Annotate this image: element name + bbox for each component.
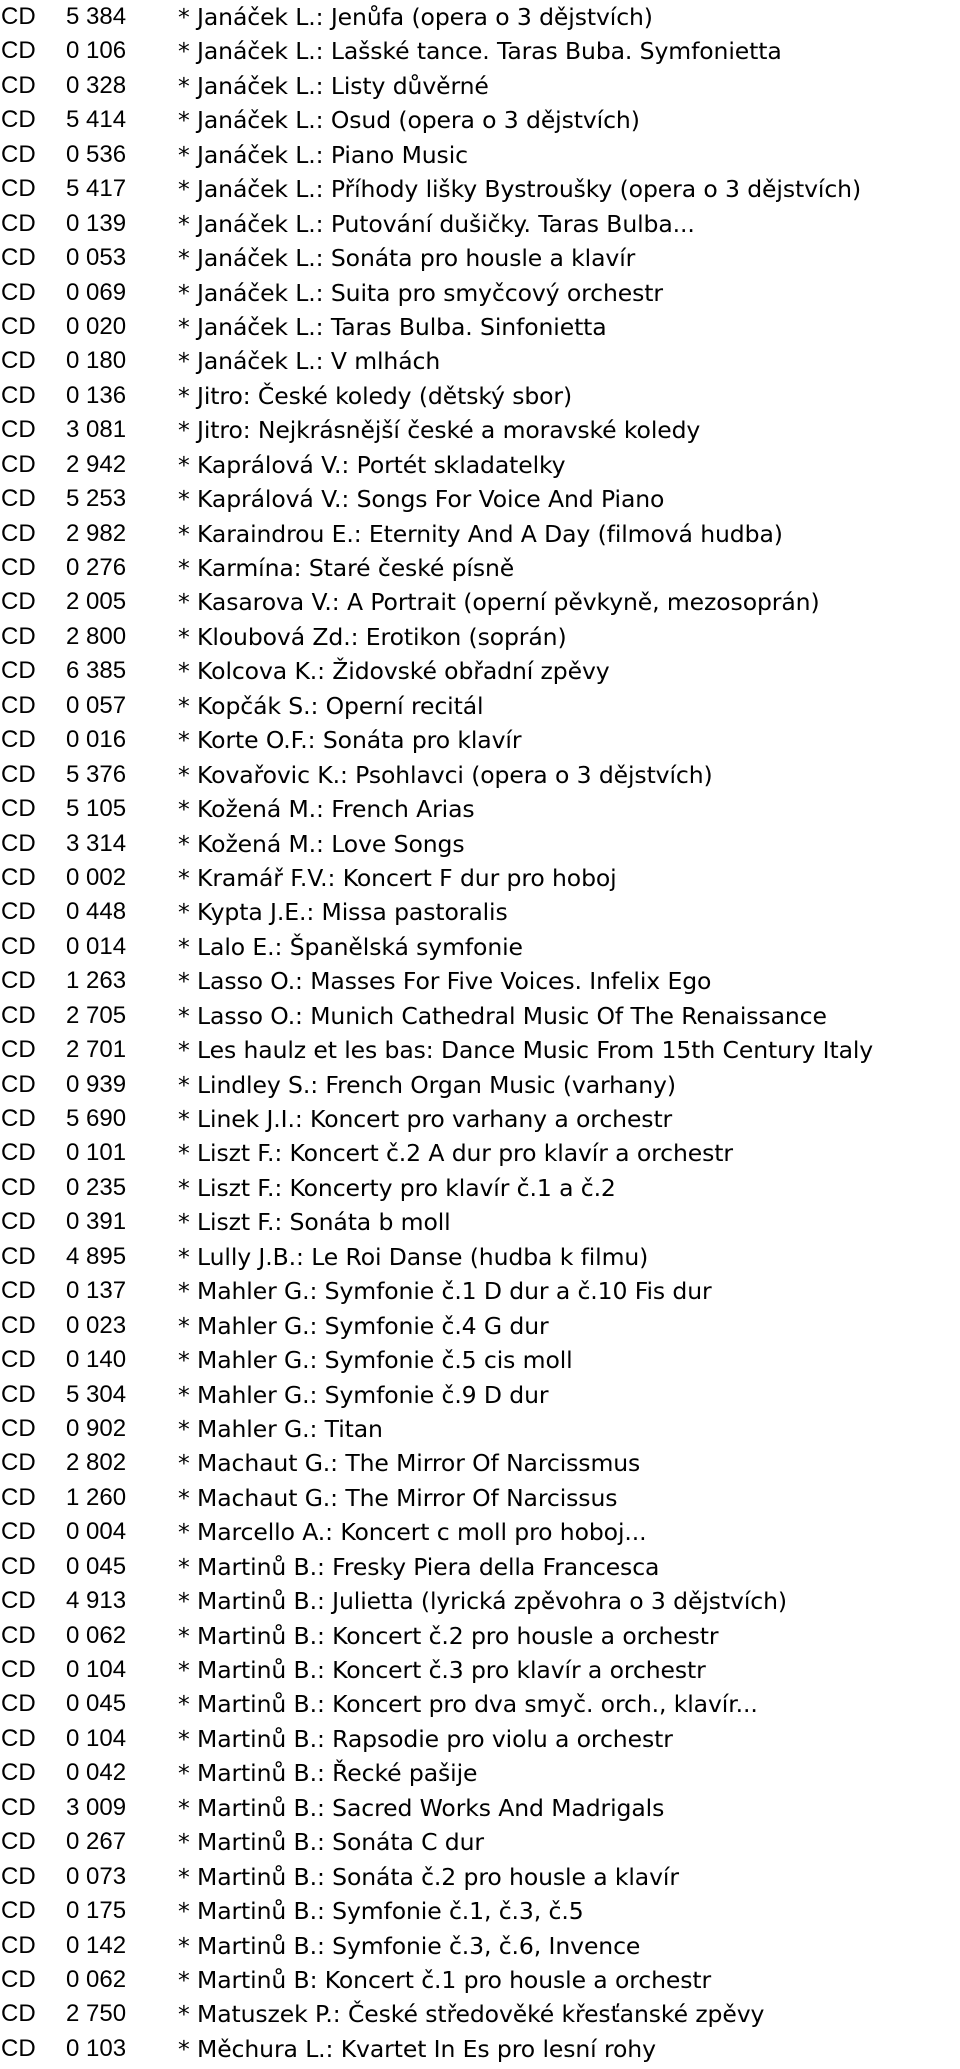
list-item [0, 103, 960, 137]
list-item [0, 1894, 960, 1928]
item-title: * Janáček L.: Jenůfa (opera o 3 dějstvích) [178, 3, 653, 31]
list-item [0, 1515, 960, 1549]
catalog-number: 0 020 [66, 312, 127, 340]
format-label: CD [1, 588, 36, 616]
catalog-number: 0 939 [66, 1070, 127, 1098]
format-label: CD [1, 312, 36, 340]
catalog-number: 4 895 [66, 1242, 127, 1270]
format-label: CD [1, 898, 36, 926]
format-label: CD [1, 932, 36, 960]
item-title: * Jitro: České koledy (dětský sbor) [178, 381, 573, 410]
list-item [0, 964, 960, 998]
catalog-number: 0 062 [66, 1965, 127, 1993]
item-title: * Liszt F.: Koncert č.2 A dur pro klavír a orchestr [178, 1139, 733, 1168]
format-label: CD [1, 1346, 36, 1374]
list-item [0, 999, 960, 1033]
list-item [0, 517, 960, 551]
format-label: CD [1, 1242, 36, 1270]
catalog-number: 0 902 [66, 1414, 127, 1442]
format-label: CD [1, 691, 36, 719]
format-label: CD [1, 760, 36, 788]
list-item [0, 1687, 960, 1721]
list-item [0, 654, 960, 688]
list-item [0, 1481, 960, 1515]
catalog-number: 5 384 [66, 3, 127, 30]
item-title: * Mahler G.: Symfonie č.1 D dur a č.10 Fis dur [178, 1277, 712, 1306]
item-title: * Kramář F.V.: Koncert F dur pro hoboj [178, 863, 617, 892]
item-title: * Janáček L.: Putování dušičky. Taras Bulba... [178, 209, 695, 238]
format-label: CD [1, 106, 36, 134]
list-item [0, 758, 960, 792]
format-label: CD [1, 1036, 36, 1064]
format-label: CD [1, 1793, 36, 1821]
item-title: * Mahler G.: Symfonie č.4 G dur [178, 1311, 549, 1340]
format-label: CD [1, 1070, 36, 1098]
list-item [0, 69, 960, 103]
catalog-number: 1 263 [66, 967, 127, 995]
item-title: * Janáček L.: Příhody lišky Bystroušky (opera o 3 dějstvích) [178, 175, 862, 204]
format-label: CD [1, 829, 36, 857]
format-label: CD [1, 967, 36, 995]
item-title: * Kolcova K.: Židovské obřadní zpěvy [178, 657, 610, 686]
item-title: * Janáček L.: V mlhách [178, 347, 441, 376]
format-label: CD [1, 347, 36, 375]
catalog-number: 6 385 [66, 657, 127, 685]
format-label: CD [1, 37, 36, 65]
list-item [0, 1756, 960, 1790]
catalog-number: 2 701 [66, 1036, 127, 1064]
catalog-number: 0 104 [66, 1656, 127, 1683]
item-title: * Martinů B.: Sonáta C dur [178, 1828, 484, 1857]
catalog-number: 3 009 [66, 1793, 127, 1821]
list-item [0, 310, 960, 344]
list-item [0, 1653, 960, 1687]
format-label: CD [1, 726, 36, 754]
catalog-number: 0 140 [66, 1346, 127, 1374]
catalog-number: 0 042 [66, 1759, 127, 1787]
catalog-number: 0 045 [66, 1690, 127, 1718]
list-item [0, 1584, 960, 1618]
format-label: CD [1, 1656, 36, 1683]
list-item [0, 1791, 960, 1825]
list-item [0, 1171, 960, 1205]
item-title: * Kopčák S.: Operní recitál [178, 691, 484, 720]
list-item [0, 172, 960, 206]
format-label: CD [1, 1518, 36, 1546]
format-label: CD [1, 416, 36, 444]
format-label: CD [1, 278, 36, 306]
format-label: CD [1, 1587, 36, 1615]
list-item [0, 2032, 960, 2066]
catalog-number: 3 081 [66, 416, 127, 444]
format-label: CD [1, 1724, 36, 1752]
catalog-number: 0 014 [66, 932, 127, 960]
catalog-number: 0 391 [66, 1208, 127, 1236]
catalog-number: 0 057 [66, 691, 127, 719]
item-title: * Machaut G.: The Mirror Of Narcissmus [178, 1449, 641, 1478]
item-title: * Machaut G.: The Mirror Of Narcissus [178, 1483, 618, 1512]
format-label: CD [1, 2000, 36, 2028]
list-item [0, 1343, 960, 1377]
item-title: * Lully J.B.: Le Roi Danse (hudba k filmu) [178, 1242, 649, 1271]
catalog-number: 0 106 [66, 37, 127, 65]
item-title: * Janáček L.: Sonáta pro housle a klavír [178, 244, 636, 273]
item-title: * Lasso O.: Munich Cathedral Music Of The Renaissance [178, 1001, 827, 1030]
item-title: * Martinů B.: Koncert č.3 pro klavír a orchestr [178, 1656, 706, 1684]
format-label: CD [1, 863, 36, 891]
item-title: * Martinů B.: Symfonie č.3, č.6, Invence [178, 1931, 641, 1960]
list-item [0, 1068, 960, 1102]
item-title: * Liszt F.: Sonáta b moll [178, 1208, 451, 1237]
item-title: * Lalo E.: Španělská symfonie [178, 932, 523, 961]
item-title: * Kloubová Zd.: Erotikon (soprán) [178, 622, 567, 651]
item-title: * Linek J.I.: Koncert pro varhany a orchestr [178, 1105, 673, 1133]
format-label: CD [1, 1759, 36, 1787]
format-label: CD [1, 1621, 36, 1649]
item-title: * Kaprálová V.: Portét skladatelky [178, 450, 566, 479]
list-item [0, 1102, 960, 1136]
list-item [0, 1309, 960, 1343]
catalog-number: 0 045 [66, 1552, 127, 1580]
list-item [0, 1550, 960, 1584]
format-label: CD [1, 1001, 36, 1029]
list-item [0, 1446, 960, 1480]
catalog-number: 0 137 [66, 1277, 127, 1305]
format-label: CD [1, 2034, 36, 2062]
format-label: CD [1, 519, 36, 547]
item-title: * Mahler G.: Symfonie č.9 D dur [178, 1380, 549, 1409]
format-label: CD [1, 1690, 36, 1718]
catalog-number: 2 802 [66, 1449, 127, 1477]
list-item [0, 138, 960, 172]
item-title: * Liszt F.: Koncerty pro klavír č.1 a č.2 [178, 1173, 616, 1202]
format-label: CD [1, 175, 36, 203]
catalog-number: 0 142 [66, 1931, 127, 1959]
list-item [0, 1963, 960, 1997]
format-label: CD [1, 657, 36, 685]
catalog-number: 4 913 [66, 1587, 127, 1615]
format-label: CD [1, 1897, 36, 1925]
item-title: * Janáček L.: Osud (opera o 3 dějstvích) [178, 106, 640, 135]
catalog-number: 1 260 [66, 1483, 127, 1511]
catalog-number: 5 414 [66, 106, 127, 134]
catalog-number: 0 139 [66, 209, 127, 237]
catalog-number: 0 073 [66, 1862, 127, 1890]
list-item [0, 413, 960, 447]
catalog-number: 2 942 [66, 450, 127, 478]
format-label: CD [1, 795, 36, 823]
catalog-number: 0 016 [66, 726, 127, 754]
list-item [0, 1033, 960, 1067]
format-label: CD [1, 1277, 36, 1305]
item-title: * Janáček L.: Lašské tance. Taras Buba. Symfonietta [178, 37, 782, 66]
catalog-number: 0 023 [66, 1311, 127, 1339]
item-title: * Kypta J.E.: Missa pastoralis [178, 898, 508, 927]
item-title: * Martinů B.: Sonáta č.2 pro housle a klavír [178, 1862, 679, 1891]
format-label: CD [1, 1449, 36, 1477]
list-item [0, 1619, 960, 1653]
format-label: CD [1, 1828, 36, 1856]
item-title: * Martinů B: Koncert č.1 pro housle a orchestr [178, 1965, 712, 1994]
format-label: CD [1, 554, 36, 581]
list-item [0, 34, 960, 68]
catalog-number: 0 069 [66, 278, 127, 306]
list-item [0, 448, 960, 482]
item-title: * Martinů B.: Sacred Works And Madrigals [178, 1793, 665, 1822]
format-label: CD [1, 1139, 36, 1167]
format-label: CD [1, 622, 36, 650]
list-item [0, 276, 960, 310]
item-title: * Kožená M.: Love Songs [178, 829, 465, 858]
item-title: * Les haulz et les bas: Dance Music From 15th Century Italy [178, 1036, 874, 1065]
item-title: * Martinů B.: Koncert pro dva smyč. orch., klavír... [178, 1690, 758, 1719]
list-item [0, 1205, 960, 1239]
list-item [0, 1860, 960, 1894]
list-item [0, 1378, 960, 1412]
catalog-number: 0 448 [66, 898, 127, 926]
item-title: * Martinů B.: Fresky Piera della Francesca [178, 1552, 660, 1581]
list-item [0, 1825, 960, 1859]
catalog-number: 2 982 [66, 519, 127, 547]
list-item [0, 241, 960, 275]
catalog-number: 0 002 [66, 863, 127, 891]
catalog-number: 0 536 [66, 140, 127, 168]
format-label: CD [1, 381, 36, 409]
catalog-number: 0 267 [66, 1828, 127, 1856]
item-title: * Janáček L.: Suita pro smyčcový orchestr [178, 278, 663, 307]
format-label: CD [1, 1208, 36, 1236]
catalog-number: 2 705 [66, 1001, 127, 1029]
list-item [0, 1929, 960, 1963]
list-item [0, 1997, 960, 2031]
item-title: * Martinů B.: Julietta (lyrická zpěvohra o 3 dějstvích) [178, 1587, 787, 1616]
format-label: CD [1, 1931, 36, 1959]
catalog-number: 0 104 [66, 1724, 127, 1752]
format-label: CD [1, 244, 36, 272]
catalog-number: 3 314 [66, 829, 127, 857]
catalog-number: 2 800 [66, 622, 127, 650]
list-item [0, 1136, 960, 1170]
format-label: CD [1, 485, 36, 513]
catalog-number: 2 750 [66, 2000, 127, 2028]
item-title: * Janáček L.: Piano Music [178, 140, 468, 169]
item-title: * Kaprálová V.: Songs For Voice And Piano [178, 485, 665, 514]
catalog-number: 2 005 [66, 588, 127, 616]
format-label: CD [1, 209, 36, 237]
catalog-number: 0 276 [66, 554, 127, 581]
item-title: * Marcello A.: Koncert c moll pro hoboj... [178, 1518, 647, 1547]
format-label: CD [1, 450, 36, 478]
format-label: CD [1, 1414, 36, 1442]
format-label: CD [1, 1105, 36, 1132]
format-label: CD [1, 3, 36, 30]
item-title: * Kožená M.: French Arias [178, 795, 475, 824]
list-item [0, 1412, 960, 1446]
item-title: * Karaindrou E.: Eternity And A Day (filmová hudba) [178, 519, 783, 548]
format-label: CD [1, 1483, 36, 1511]
item-title: * Mahler G.: Titan [178, 1414, 383, 1443]
list-item [0, 482, 960, 516]
list-item [0, 207, 960, 241]
list-item [0, 930, 960, 964]
catalog-number: 0 103 [66, 2034, 127, 2062]
format-label: CD [1, 1311, 36, 1339]
list-item [0, 827, 960, 861]
format-label: CD [1, 1965, 36, 1993]
catalog-number: 0 175 [66, 1897, 127, 1925]
item-title: * Martinů B.: Řecké pašije [178, 1759, 478, 1788]
format-label: CD [1, 1862, 36, 1890]
format-label: CD [1, 140, 36, 168]
list-item [0, 792, 960, 826]
item-title: * Korte O.F.: Sonáta pro klavír [178, 726, 522, 755]
format-label: CD [1, 71, 36, 99]
catalog-number: 0 062 [66, 1621, 127, 1649]
list-item [0, 0, 960, 34]
item-title: * Martinů B.: Koncert č.2 pro housle a orchestr [178, 1621, 719, 1650]
catalog-number: 5 304 [66, 1380, 127, 1408]
item-title: * Karmína: Staré české písně [178, 554, 515, 582]
catalog-number: 5 105 [66, 795, 127, 823]
catalog-number: 0 328 [66, 71, 127, 99]
catalog-number: 0 180 [66, 347, 127, 375]
list-item [0, 1240, 960, 1274]
list-item [0, 723, 960, 757]
list-item [0, 1722, 960, 1756]
catalog-number: 5 253 [66, 485, 127, 513]
item-title: * Lindley S.: French Organ Music (varhany) [178, 1070, 676, 1099]
list-item [0, 689, 960, 723]
list-item [0, 895, 960, 929]
item-title: * Lasso O.: Masses For Five Voices. Infelix Ego [178, 967, 712, 996]
catalog-number: 0 235 [66, 1173, 127, 1201]
item-title: * Janáček L.: Listy důvěrné [178, 71, 489, 100]
item-title: * Měchura L.: Kvartet In Es pro lesní rohy [178, 2034, 656, 2063]
list-item [0, 861, 960, 895]
list-item [0, 344, 960, 378]
catalog-number: 5 376 [66, 760, 127, 788]
catalog-number: 0 004 [66, 1518, 127, 1546]
format-label: CD [1, 1173, 36, 1201]
item-title: * Jitro: Nejkrásnější české a moravské koledy [178, 416, 701, 445]
item-title: * Martinů B.: Symfonie č.1, č.3, č.5 [178, 1897, 584, 1926]
list-item [0, 379, 960, 413]
list-item [0, 585, 960, 619]
item-title: * Kovařovic K.: Psohlavci (opera o 3 dějstvích) [178, 760, 713, 789]
item-title: * Matuszek P.: České středověké křesťanské zpěvy [178, 2000, 765, 2029]
item-title: * Mahler G.: Symfonie č.5 cis moll [178, 1346, 573, 1375]
list-item [0, 551, 960, 585]
catalog-number: 0 136 [66, 381, 127, 409]
item-title: * Janáček L.: Taras Bulba. Sinfonietta [178, 312, 607, 341]
item-title: * Kasarova V.: A Portrait (operní pěvkyně, mezosoprán) [178, 588, 820, 617]
format-label: CD [1, 1552, 36, 1580]
catalog-number: 5 417 [66, 175, 127, 203]
list-item [0, 1274, 960, 1308]
format-label: CD [1, 1380, 36, 1408]
catalog-number: 5 690 [66, 1105, 127, 1132]
list-item [0, 620, 960, 654]
catalog-number: 0 101 [66, 1139, 127, 1167]
catalog-number: 0 053 [66, 244, 127, 272]
item-title: * Martinů B.: Rapsodie pro violu a orchestr [178, 1724, 673, 1753]
